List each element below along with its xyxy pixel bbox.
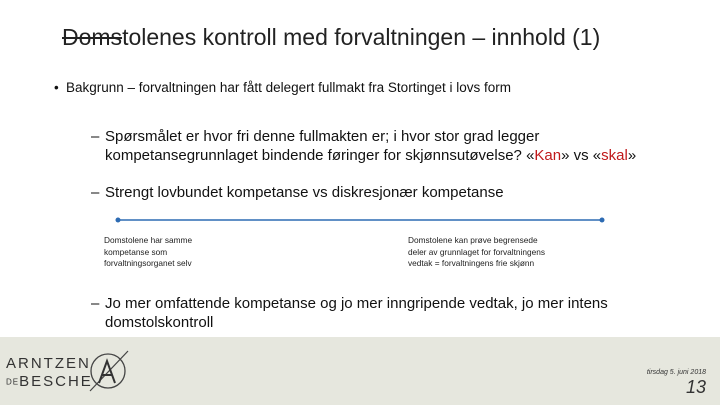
bullet-background [54, 80, 511, 95]
logo-text-de: DE [6, 377, 20, 387]
dash-icon: – [91, 295, 100, 312]
footer-date: tirsdag 5. juni 2018 [646, 369, 706, 376]
logo-text-arntzen: ARNTZEN [6, 355, 91, 372]
skal-word: skal [601, 147, 628, 164]
note-strict-competence [104, 235, 192, 270]
footer-bar [0, 337, 720, 405]
closing-quote: » [627, 147, 637, 164]
bullet-background-text: Bakgrunn – forvaltningen har fått delegert fullmakt fra Stortinget i lovs form [66, 80, 511, 95]
question-text: kompetansegrunnlaget bindende føringer for skjønnsutøvelse? « [105, 147, 535, 164]
page-number: 13 [685, 377, 706, 397]
sub-bullet-question [91, 127, 711, 165]
note-line: Domstolene kan prøve begrensede [408, 235, 538, 245]
note-line: deler av grunnlaget for forvaltningens [408, 246, 545, 257]
bullet-dot-icon: • [54, 80, 59, 95]
sub-bullet-intensity [91, 294, 691, 332]
sub-bullet-intensity-line2: domstolskontroll [105, 314, 214, 331]
logo-text-besche-word: BESCHE [19, 373, 93, 390]
logo-emblem-icon [84, 347, 132, 395]
kan-word: Kan [534, 147, 562, 164]
note-line: kompetanse som [104, 246, 168, 257]
dash-icon: – [91, 128, 100, 145]
sub-bullet-intensity-line1: Jo mer omfattende kompetanse og jo mer inngripende vedtak, jo mer intens [105, 295, 608, 312]
sub-bullet-competence [91, 183, 691, 202]
title-strikethrough-part: Doms [62, 24, 123, 50]
note-line: forvaltningsorganet selv [104, 258, 192, 268]
note-line: Domstolene har samme [104, 235, 193, 245]
logo-text-besche [6, 373, 93, 390]
dash-icon: – [91, 184, 100, 201]
note-line: vedtak = forvaltningens frie skjønn [408, 258, 535, 268]
title-rest: tolenes kontroll med forvaltningen – innhold (1) [122, 24, 601, 50]
sub-bullet-competence-text: Strengt lovbundet kompetanse vs diskresjonær kompetanse [105, 184, 504, 201]
vs-text: » vs « [561, 147, 602, 164]
double-arrow-icon [110, 213, 610, 227]
slide-title [62, 24, 600, 51]
note-discretionary-competence [408, 235, 545, 270]
sub-bullet-question-line2 [91, 146, 711, 165]
sub-bullet-question-line1: Spørsmålet er hvor fri denne fullmakten er; i hvor stor grad legger [105, 128, 540, 145]
